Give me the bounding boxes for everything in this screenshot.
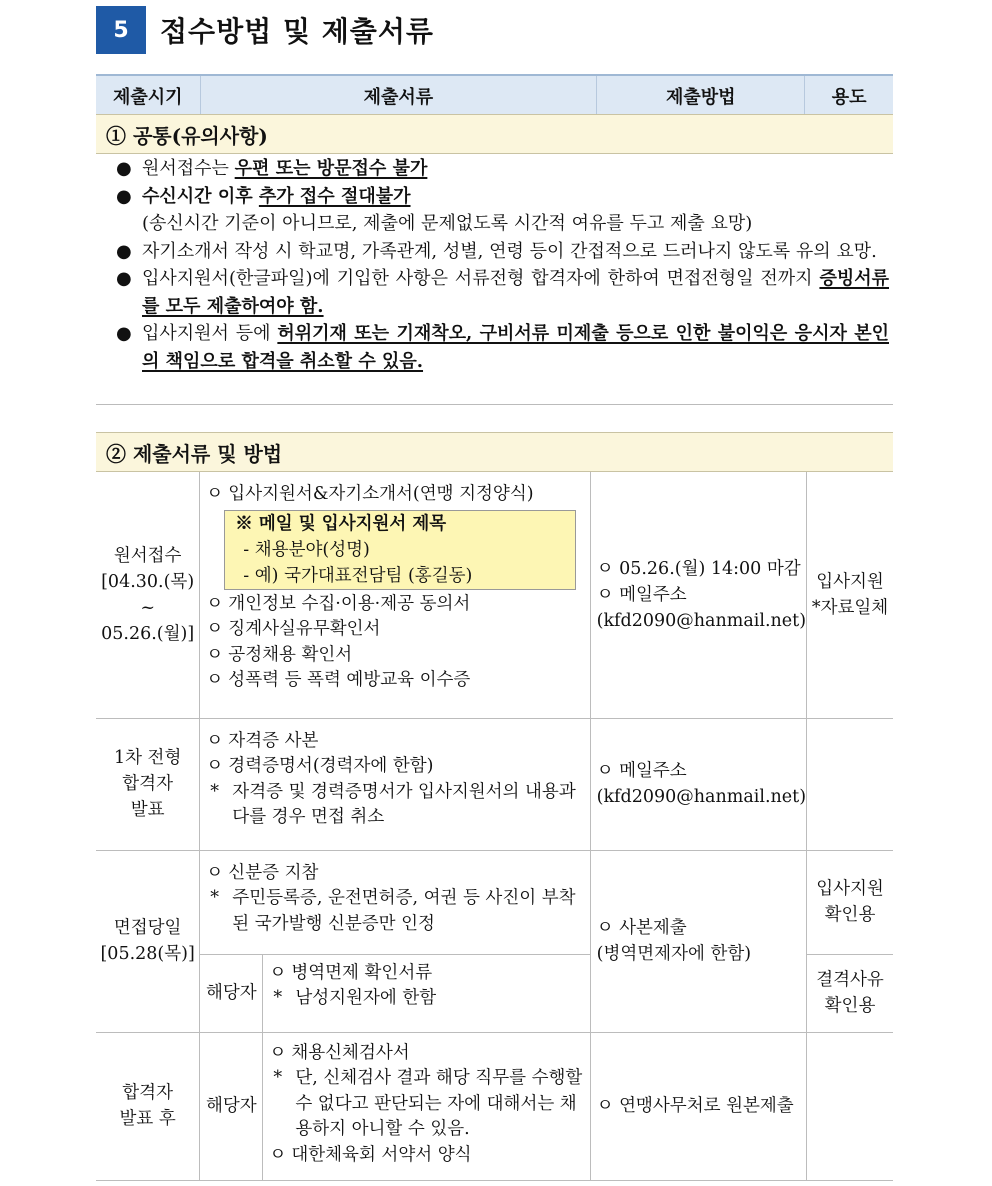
documents-table [96,472,893,1181]
documents-cell: ㅇ 자격증 사본 ㅇ 경력증명서(경력자에 한함) * 자격증 및 경력증명서가 입사지원서의 내용과 다를 경우 면접 취소 [200,718,590,850]
docs-title: ② 제출서류 및 방법 [96,432,893,472]
period-cell: 면접당일 [05.28(목)] [96,850,200,1032]
section-number: 5 [96,6,146,54]
use-cell: 결격사유 확인용 [807,954,893,1032]
table-row [96,472,893,718]
header-method: 제출방법 [597,76,805,116]
method-cell: ㅇ 연맹사무처로 원본제출 [590,1032,806,1180]
documents-cell: ㅇ 입사지원서&자기소개서(연맹 지정양식) ※ 메일 및 입사지원서 제목 - 채용분야(성명) - 예) 국가대표전담팀 (홍길동) ㅇ 개인정보 수집·이용·제공 동의서 ㅇ 징계사실유무확인서 ㅇ 공정채용 확인서 ㅇ 성폭력 등 폭력 예방교육 이수증 [200,472,590,718]
method-cell: ㅇ 05.26.(월) 14:00 마감 ㅇ 메일주소 (kfd2090@hanmail.net) [590,472,806,718]
use-cell [807,718,893,850]
section-header [96,6,434,54]
documents-cell: ㅇ 신분증 지참 * 주민등록증, 운전면허증, 여권 등 사진이 부착된 국가발행 신분증만 인정 [200,850,590,954]
note-item: ● 입사지원서 등에 허위기재 또는 기재착오, 구비서류 미제출 등으로 인한 불이익은 응시자 본인의 책임으로 합격을 취소할 수 있음. [116,323,889,372]
table-row [96,1032,893,1180]
method-cell: ㅇ 사본제출 (병역면제자에 한함) [590,850,806,1032]
note-item: ● 자기소개서 작성 시 학교명, 가족관계, 성별, 연령 등이 간접적으로 드러나지 않도록 유의 요망. [116,240,877,262]
period-cell: 합격자 발표 후 [96,1032,200,1180]
header-period: 제출시기 [96,76,201,116]
use-cell [807,1032,893,1180]
table-row [96,718,893,850]
note-item: ● 원서접수는 우편 또는 방문접수 불가 [116,158,428,179]
method-cell: ㅇ 메일주소 (kfd2090@hanmail.net) [590,718,806,850]
use-cell: 입사지원 *자료일체 [807,472,893,718]
sub-label-cell: 해당자 [200,954,263,1032]
period-cell: 원서접수 [04.30.(목) ~ 05.26.(월)] [96,472,200,718]
note-item: ● 입사지원서(한글파일)에 기입한 사항은 서류전형 합격자에 한하여 면접전형일 전까지 증빙서류를 모두 제출하여야 함. [116,268,889,317]
common-notes [96,155,893,405]
documents-cell: ㅇ 병역면제 확인서류 * 남성지원자에 한함 [263,954,590,1032]
sub-label-cell: 해당자 [200,1032,263,1180]
header-documents: 제출서류 [201,76,598,116]
period-cell: 1차 전형 합격자 발표 [96,718,200,850]
section-title: 접수방법 및 제출서류 [160,15,434,48]
documents-cell: ㅇ 채용신체검사서 * 단, 신체검사 결과 해당 직무를 수행할 수 없다고 판단되는 자에 대해서는 채용하지 아니할 수 있음. ㅇ 대한체육회 서약서 양식 [263,1032,590,1180]
common-notes-title: ① 공통(유의사항) [96,114,893,154]
note-paren: (송신시간 기준이 아니므로, 제출에 문제없도록 시간적 여유를 두고 제출 요망) [142,213,753,234]
table-row [96,850,893,954]
header-use: 용도 [831,87,867,108]
table-header [96,74,893,117]
note-item: ● 수신시간 이후 추가 접수 절대불가 [116,185,411,207]
use-cell: 입사지원 확인용 [807,850,893,954]
email-title-box: ※ 메일 및 입사지원서 제목 - 채용분야(성명) - 예) 국가대표전담팀 (홍길동) [224,510,575,590]
